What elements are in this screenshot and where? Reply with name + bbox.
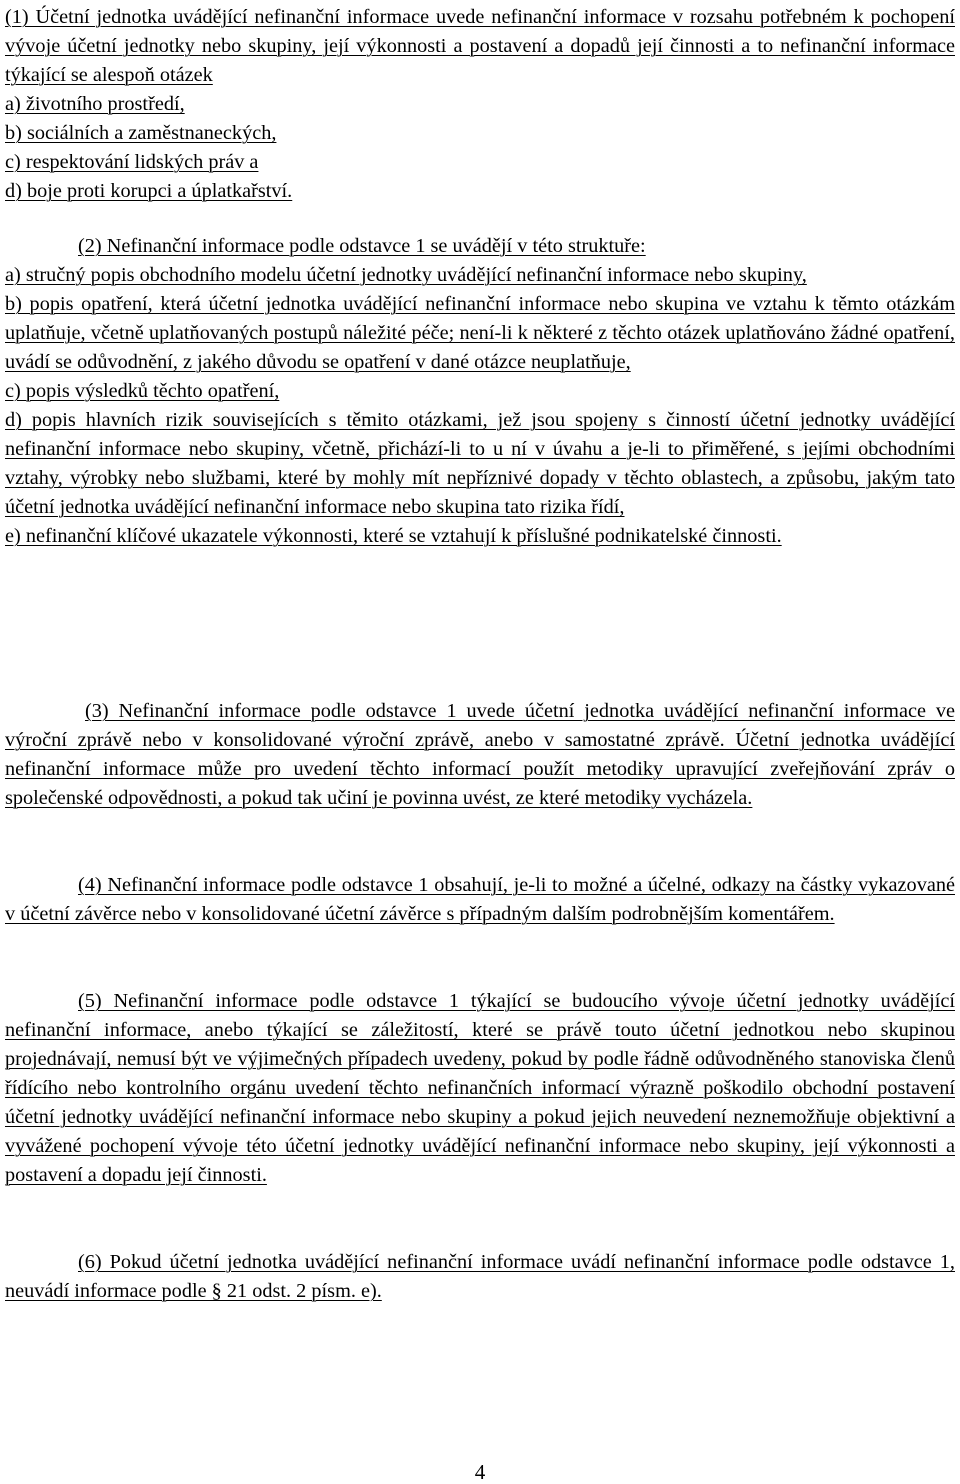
paragraph-2-item-b: b) popis opatření, která účetní jednotka uvádějící nefinanční informace nebo skupina ve vztahu k těmto otázkám uplatňuje, včetně uplatňovaných postupů náležité péče; není-li k některé z těchto otázek uplatňováno žádné opatření, uvádí se odůvodnění, z jakého důvodu se opatření v dané otázce neuplatňuje, — [5, 293, 955, 373]
paragraph-4: (4) Nefinanční informace podle odstavce 1 obsahují, je-li to možné a účelné, odkazy na částky vykazované v účetní závěrce nebo v konsolidované účetní závěrce s případným dalším podrobnějším komentářem. — [5, 874, 955, 925]
paragraph-1 — [5, 3, 955, 206]
paragraph-2-item-a: a) stručný popis obchodního modelu účetní jednotky uvádějící nefinanční informace nebo skupiny, — [5, 264, 807, 286]
paragraph-6: (6) Pokud účetní jednotka uvádějící nefinanční informace uvádí nefinanční informace podle odstavce 1, neuvádí informace podle § 21 odst. 2 písm. e). — [5, 1251, 955, 1302]
paragraph-3: (3) Nefinanční informace podle odstavce 1 uvede účetní jednotka uvádějící nefinanční informace ve výroční zprávě nebo v konsolidované výroční zprávě, anebo v samostatné zprávě. Účetní jednotka uvádějící nefinanční informace může pro uvedení těchto informací použít metodiky upravující zveřejňování zpráv o společenské odpovědnosti, a pokud tak učiní je povinna uvést, ze které metodiky vycházela. — [5, 700, 955, 809]
paragraph-2-intro: (2) Nefinanční informace podle odstavce 1 se uvádějí v této struktuře: — [78, 235, 646, 257]
paragraph-1-item-c: c) respektování lidských práv a — [5, 151, 259, 173]
paragraph-1-item-d: d) boje proti korupci a úplatkařství. — [5, 180, 293, 202]
page-number: 4 — [474, 1460, 486, 1484]
paragraph-5: (5) Nefinanční informace podle odstavce 1 týkající se budoucího vývoje účetní jednotky uvádějící nefinanční informace, anebo týkající se záležitostí, které se právě touto účetní jednotkou nebo skupinou projednávají, nemusí být ve výjimečných případech uvedeny, pokud by podle řádně odůvodněného stanoviska členů řídícího nebo kontrolního orgánu uvedení těchto nefinančních informací výrazně poškodilo obchodní postavení účetní jednotky uvádějící nefinanční informace nebo skupiny a pokud jejich neuvedení neznemožňuje objektivní a vyvážené pochopení vývoje této účetní jednotky uvádějící nefinanční informace nebo skupiny, její výkonnosti a postavení a dopadu její činnosti. — [5, 990, 955, 1186]
paragraph-2-item-e: e) nefinanční klíčové ukazatele výkonnosti, které se vztahují k příslušné podnikatelské činnosti. — [5, 525, 782, 547]
paragraph-2 — [5, 232, 955, 551]
paragraph-1-item-b: b) sociálních a zaměstnaneckých, — [5, 122, 277, 144]
paragraph-2-item-c: c) popis výsledků těchto opatření, — [5, 380, 280, 402]
paragraph-1-item-a: a) životního prostředí, — [5, 93, 185, 115]
paragraph-2-item-d: d) popis hlavních rizik souvisejících s těmito otázkami, jež jsou spojeny s činností účetní jednotky uvádějící nefinanční informace nebo skupiny, včetně, přichází-li to u ní v úvahu a je-li to přiměřené, s jejími obchodními vztahy, výrobky nebo službami, které by mohly mít nepříznivé dopady v těchto oblastech, a způsobu, jakým tato účetní jednotka uvádějící nefinanční informace nebo skupina tato rizika řídí, — [5, 409, 955, 518]
paragraph-1-text: (1) Účetní jednotka uvádějící nefinanční informace uvede nefinanční informace v rozsahu potřebném k pochopení vývoje účetní jednotky nebo skupiny, její výkonnosti a postavení a dopadů její činnosti a to nefinanční informace týkající se alespoň otázek — [5, 6, 955, 86]
